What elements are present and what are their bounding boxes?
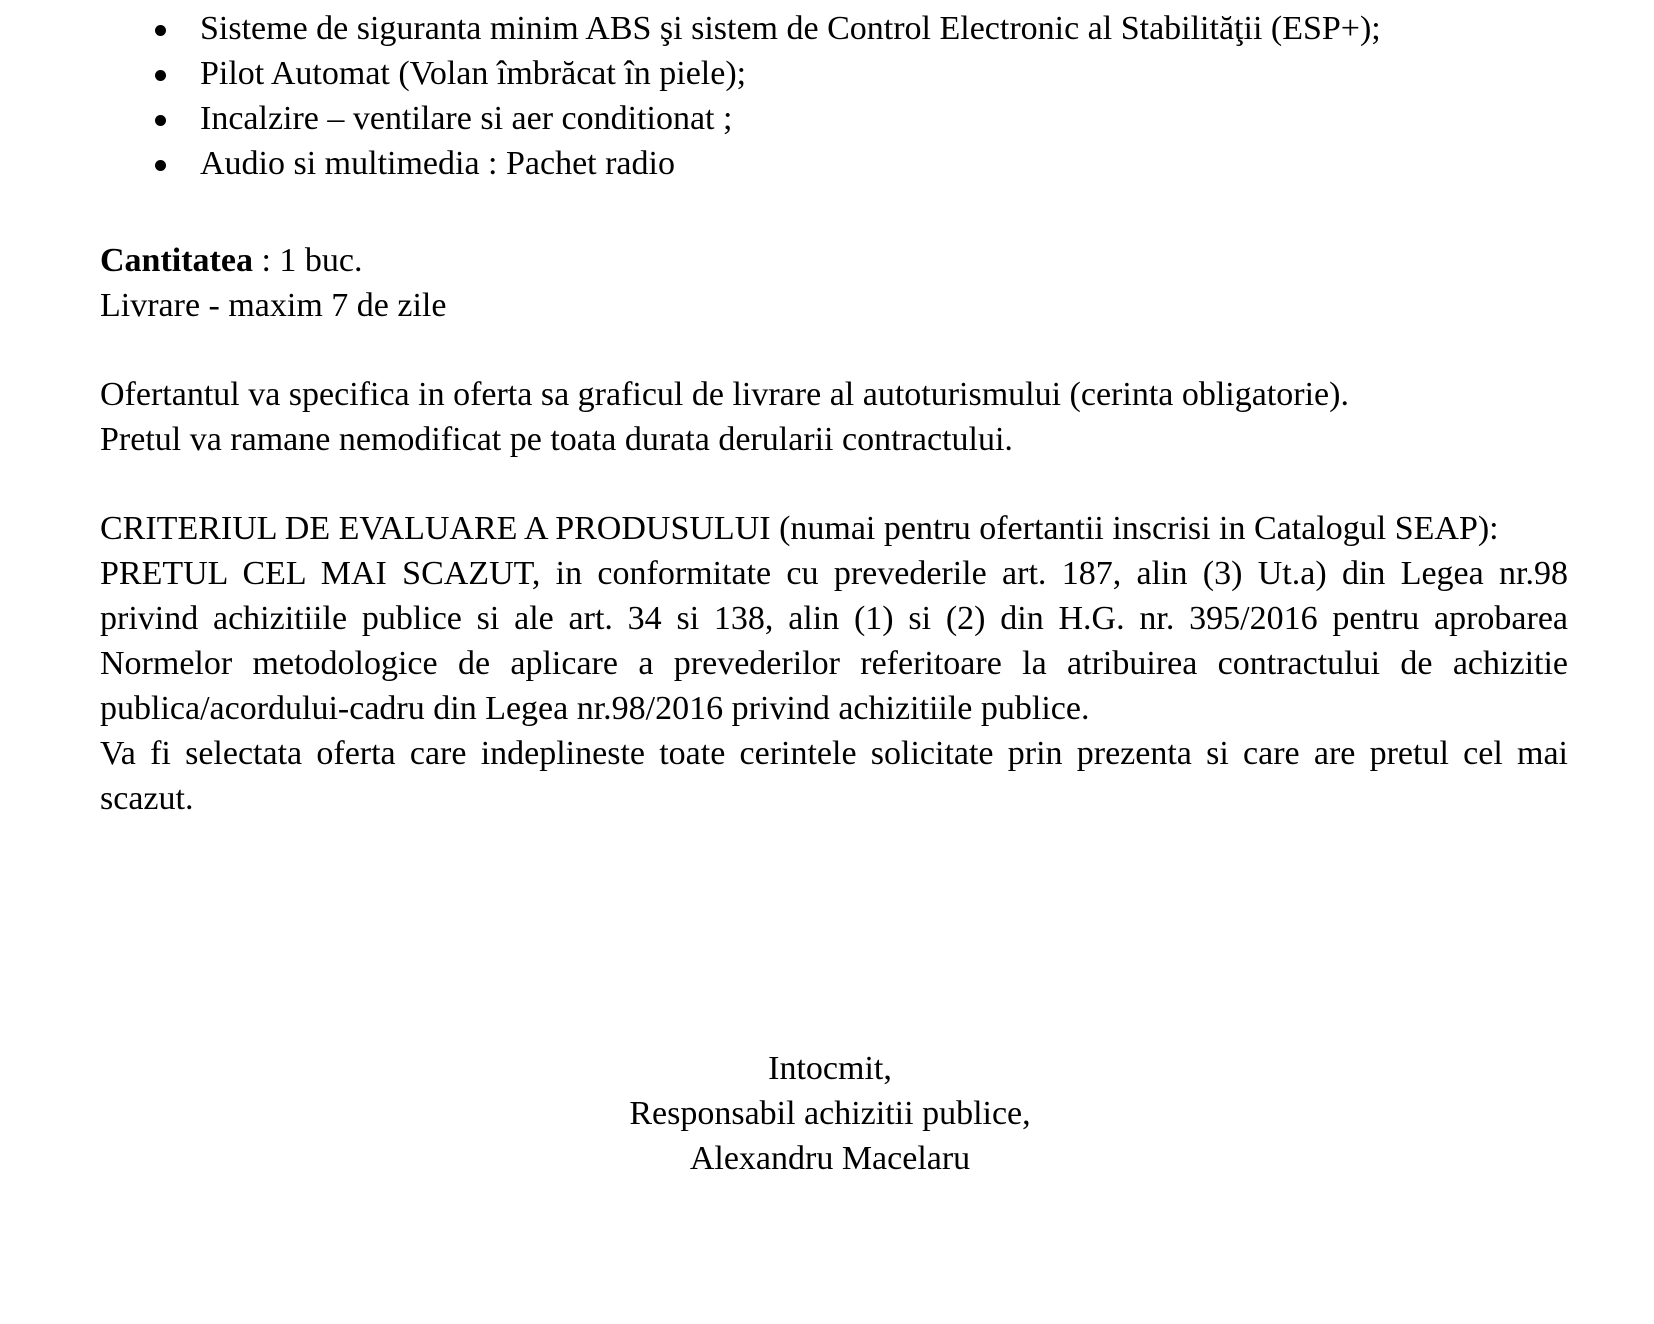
delivery-line: Livrare - maxim 7 de zile (100, 287, 447, 324)
offer-notes-section (100, 372, 1568, 462)
signature-line: Intocmit, (768, 1050, 892, 1087)
signature-role: Responsabil achizitii publice, (629, 1095, 1031, 1132)
feature-item (100, 141, 1580, 186)
bullet-icon (155, 25, 166, 36)
offer-note-line: Ofertantul va specifica in oferta sa graficul de livrare al autoturismului (cerinta obligatorie). (100, 376, 1349, 413)
criteria-section (100, 506, 1568, 821)
criteria-paragraph: Va fi selectata oferta care indeplineste toate cerintele solicitate prin prezenta si care are pretul cel mai scazut. (100, 735, 1568, 817)
feature-item (100, 6, 1580, 51)
feature-item (100, 51, 1580, 96)
quantity-value: : 1 buc. (252, 242, 363, 279)
criteria-paragraph: PRETUL CEL MAI SCAZUT, in conformitate cu prevederile art. 187, alin (3) Ut.a) din Legea nr.98 privind achizitiile publice si ale art. 34 si 138, alin (1) si (2) din H.G. nr. 395/2016 pentru aprobarea Normelor metodologice de aplicare a prevederilor referitoare la atribuirea contractului de achizitie publica/acordului-cadru din Legea nr.98/2016 privind achizitiile publice. (100, 555, 1568, 727)
feature-text: Sisteme de siguranta minim ABS şi sistem de Control Electronic al Stabilităţii (ESP+); (200, 10, 1381, 47)
signature-block (500, 1046, 1160, 1181)
features-list (100, 6, 1580, 186)
criteria-heading: CRITERIUL DE EVALUARE A PRODUSULUI (numai pentru ofertantii inscrisi in Catalogul SEAP): (100, 510, 1499, 547)
bullet-icon (155, 70, 166, 81)
signature-name: Alexandru Macelaru (689, 1140, 971, 1177)
quantity-section (100, 238, 1568, 328)
bullet-icon (155, 160, 166, 171)
offer-note-line: Pretul va ramane nemodificat pe toata durata derularii contractului. (100, 421, 1013, 458)
quantity-line (100, 238, 1568, 283)
feature-text: Incalzire – ventilare si aer conditionat ; (200, 100, 733, 137)
feature-item (100, 96, 1580, 141)
feature-text: Pilot Automat (Volan îmbrăcat în piele); (200, 55, 747, 92)
quantity-label: Cantitatea (100, 242, 253, 279)
bullet-icon (155, 115, 166, 126)
feature-text: Audio si multimedia : Pachet radio (200, 145, 675, 182)
